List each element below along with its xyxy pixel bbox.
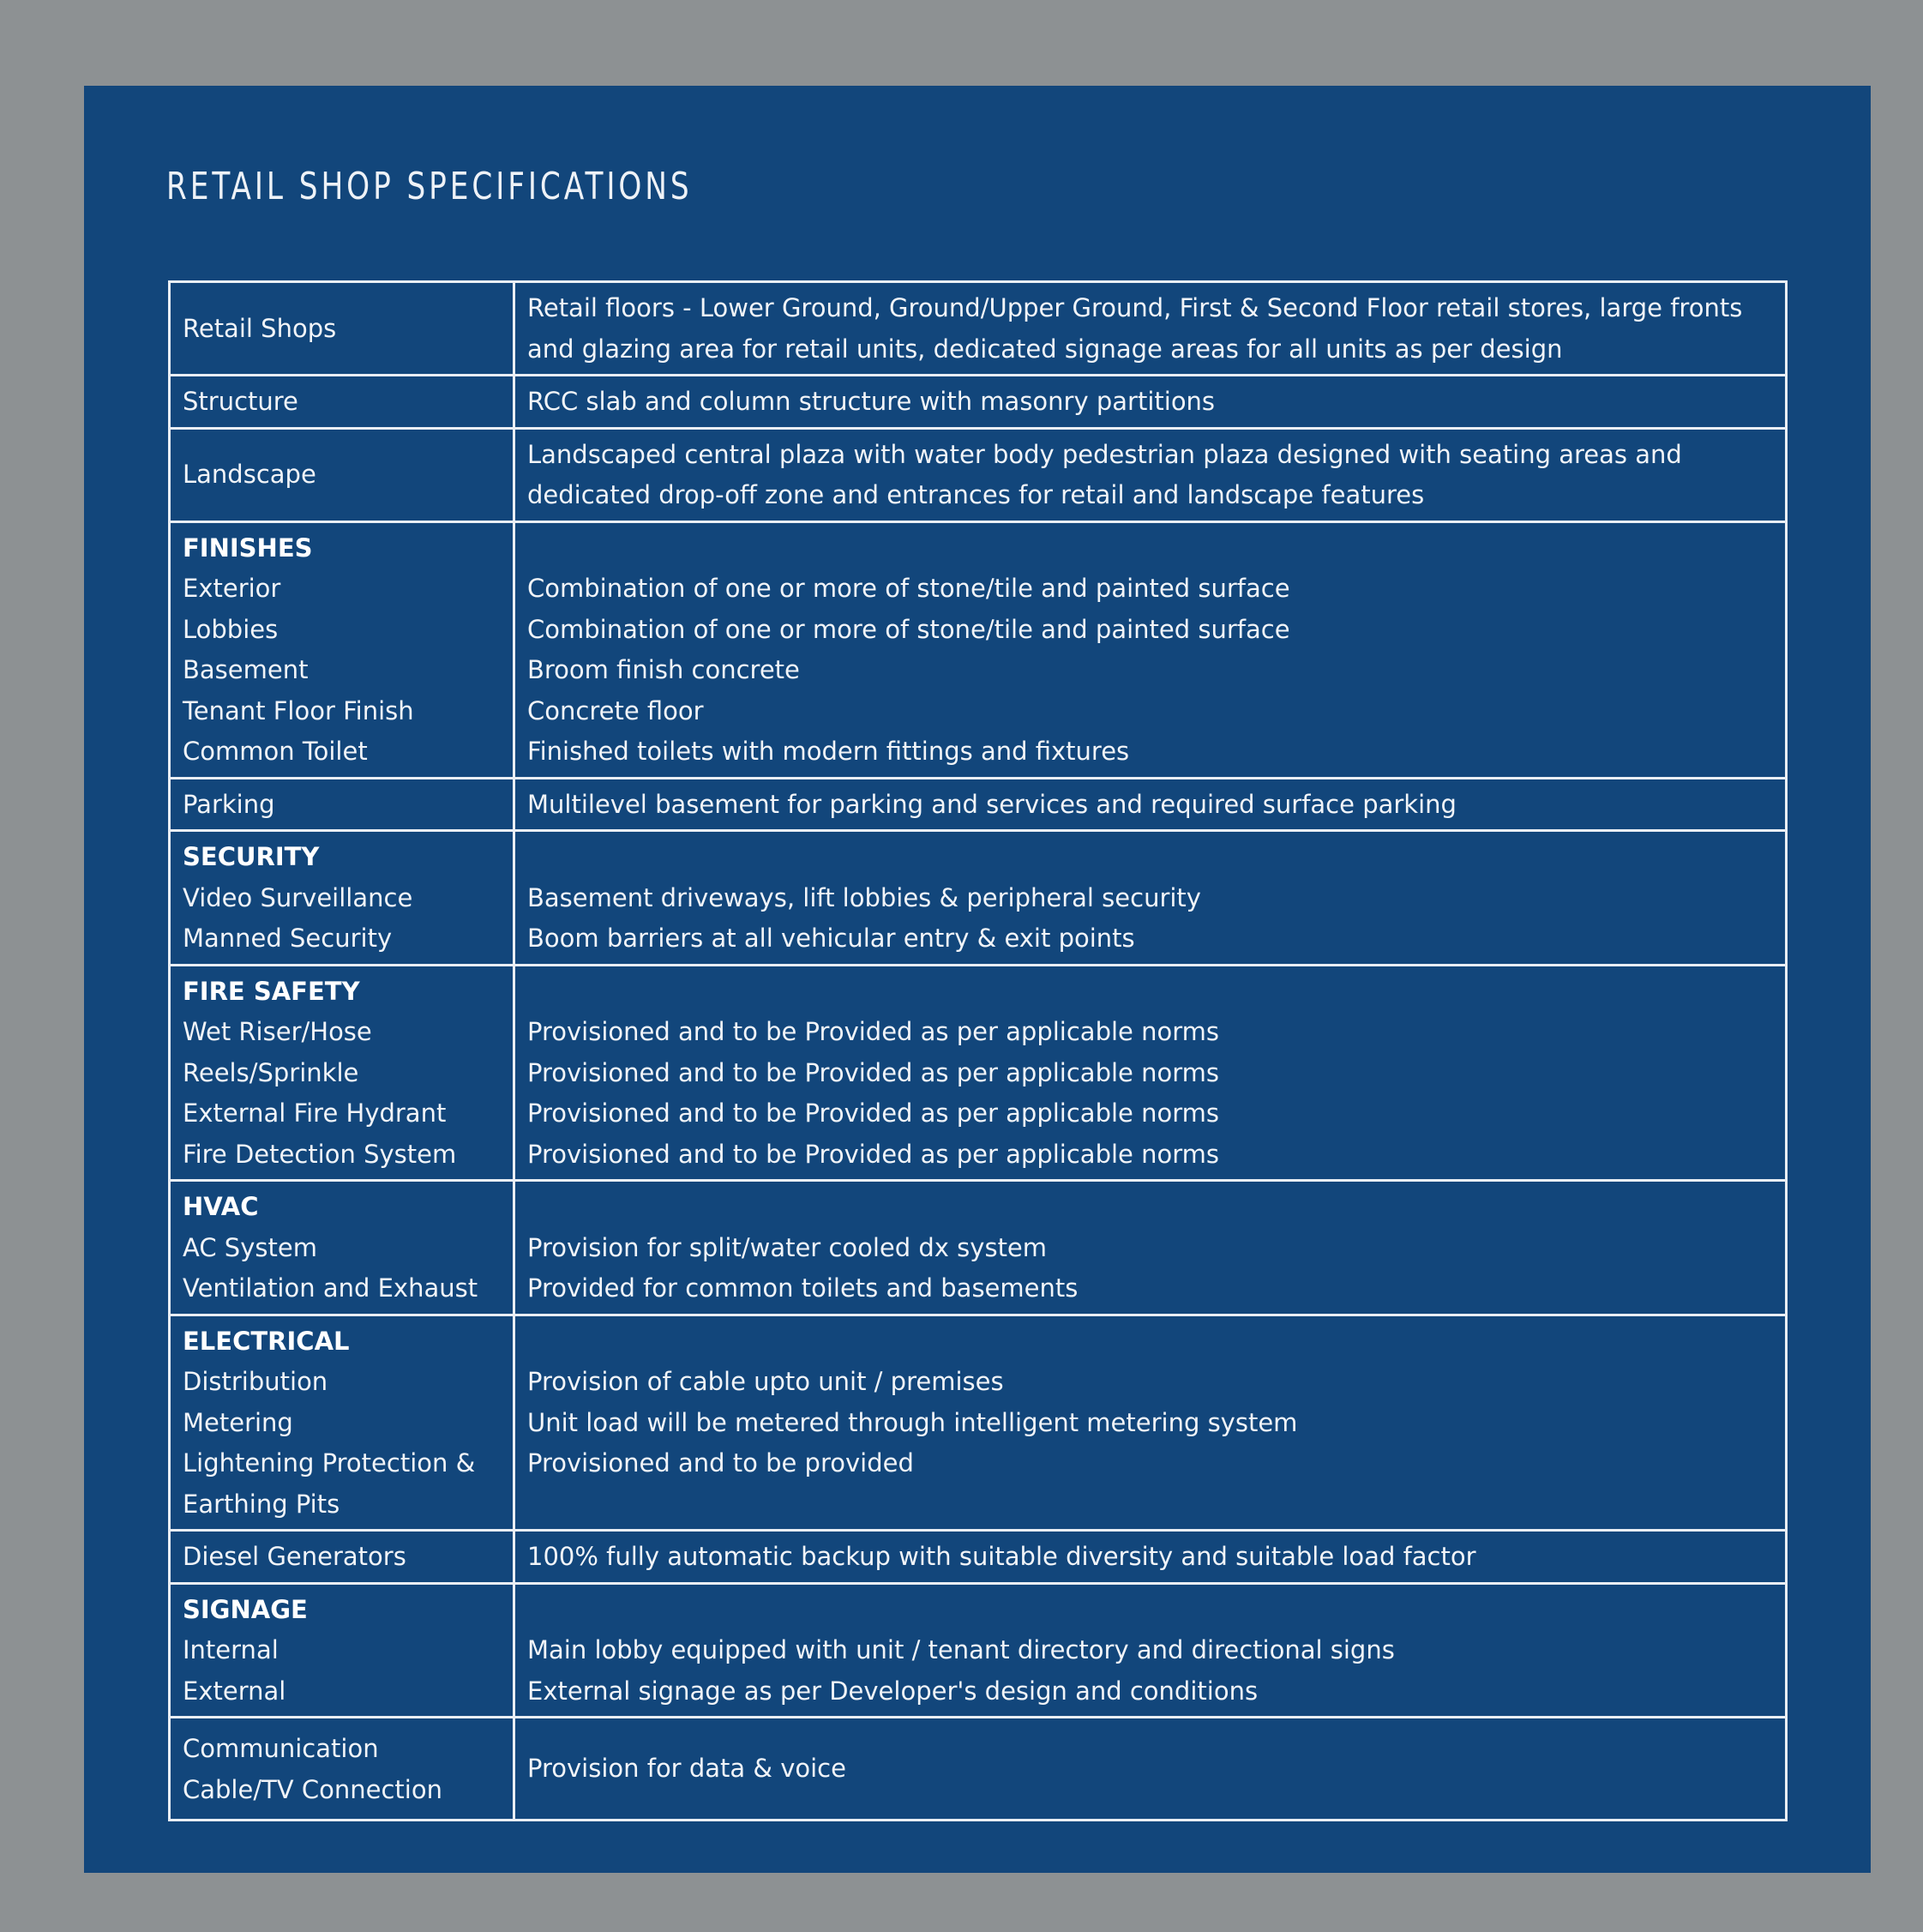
row-label: Structure [170,376,514,429]
row-value: Provision for data & voice [514,1718,1787,1821]
item-label: Lobbies [183,614,279,644]
row-values [514,1181,1787,1315]
item-value: Provision for split/water cooled dx system [527,1232,1048,1262]
item-value: Finished toilets with modern fittings and fixtures [527,737,1130,766]
table-row-fire-safety [170,965,1787,1181]
item-label: Internal [183,1635,279,1664]
row-label: Communication Cable/TV Connection [170,1718,514,1821]
item-value: Basement driveways, lift lobbies & peripheral security [527,882,1201,912]
item-value: Provisioned and to be Provided as per applicable norms [527,1098,1219,1128]
spec-table [168,280,1788,1821]
row-values [514,1583,1787,1718]
row-values [514,965,1787,1181]
table-row-landscape [170,428,1787,521]
table-row-signage [170,1583,1787,1718]
section-heading: SECURITY [183,842,320,871]
item-value: Provision of cable upto unit / premises [527,1367,1004,1396]
section-heading: HVAC [183,1192,259,1221]
item-value: Concrete floor [527,695,704,725]
section-heading: ELECTRICAL [183,1326,350,1356]
row-label: Diesel Generators [170,1531,514,1584]
item-value: Broom finish concrete [527,655,800,684]
table-row-structure [170,376,1787,429]
item-value: Unit load will be metered through intelligent metering system [527,1407,1298,1437]
table-row-parking [170,778,1787,831]
row-labels [170,1315,514,1531]
item-value: Combination of one or more of stone/tile and painted surface [527,574,1290,603]
item-value: Combination of one or more of stone/tile and painted surface [527,614,1290,644]
row-value: Multilevel basement for parking and services and required surface parking [514,778,1787,831]
row-labels [170,831,514,966]
item-label: Exterior [183,574,281,603]
item-label: Fire Detection System [183,1139,457,1169]
item-value: Provisioned and to be provided [527,1448,914,1478]
item-label: Distribution [183,1367,328,1396]
row-labels [170,521,514,778]
item-label: Manned Security [183,924,393,953]
table-row-security [170,831,1787,966]
row-values [514,521,1787,778]
row-value: Retail floors - Lower Ground, Ground/Upper Ground, First & Second Floor retail stores, large fronts and glazing area for retail units, dedicated signage areas for all units as per design [514,282,1787,376]
item-label: Lightening Protection & Earthing Pits [183,1448,476,1519]
item-value: Provisioned and to be Provided as per applicable norms [527,1057,1219,1087]
row-values [514,831,1787,966]
item-label: Metering [183,1407,293,1437]
section-heading: SIGNAGE [183,1594,308,1624]
item-label: AC System [183,1232,317,1262]
row-label: Landscape [170,428,514,521]
row-value: Landscaped central plaza with water body pedestrian plaza designed with seating areas and dedicated drop-off zone and entrances for retail and landscape features [514,428,1787,521]
item-value: External signage as per Developer's design and conditions [527,1676,1259,1706]
item-value: Provided for common toilets and basements [527,1273,1079,1303]
row-labels [170,1583,514,1718]
item-value: Provisioned and to be Provided as per applicable norms [527,1017,1219,1046]
row-value: RCC slab and column structure with masonry partitions [514,376,1787,429]
row-value: 100% fully automatic backup with suitable diversity and suitable load factor [514,1531,1787,1584]
item-label: Basement [183,655,309,684]
page-title: RETAIL SHOP SPECIFICATIONS [166,165,693,208]
item-label: External [183,1676,286,1706]
table-row-communication [170,1718,1787,1821]
table-row-electrical [170,1315,1787,1531]
row-label: Retail Shops [170,282,514,376]
section-heading: FIRE SAFETY [183,976,360,1006]
item-label: External Fire Hydrant [183,1098,447,1128]
item-label: Common Toilet [183,737,368,766]
item-value: Boom barriers at all vehicular entry & exit points [527,924,1135,953]
item-value: Main lobby equipped with unit / tenant directory and directional signs [527,1635,1395,1664]
section-heading: FINISHES [183,533,313,563]
row-values [514,1315,1787,1531]
item-label: Tenant Floor Finish [183,695,414,725]
item-label: Reels/Sprinkle [183,1057,359,1087]
table-row-hvac [170,1181,1787,1315]
table-row-finishes [170,521,1787,778]
item-label: Wet Riser/Hose [183,1017,372,1046]
item-label: Ventilation and Exhaust [183,1273,478,1303]
row-labels [170,965,514,1181]
row-label: Parking [170,778,514,831]
item-value: Provisioned and to be Provided as per applicable norms [527,1139,1219,1169]
table-row-retail-shops [170,282,1787,376]
item-label: Video Surveillance [183,882,413,912]
spec-panel [84,86,1871,1873]
row-labels [170,1181,514,1315]
table-row-diesel-generators [170,1531,1787,1584]
